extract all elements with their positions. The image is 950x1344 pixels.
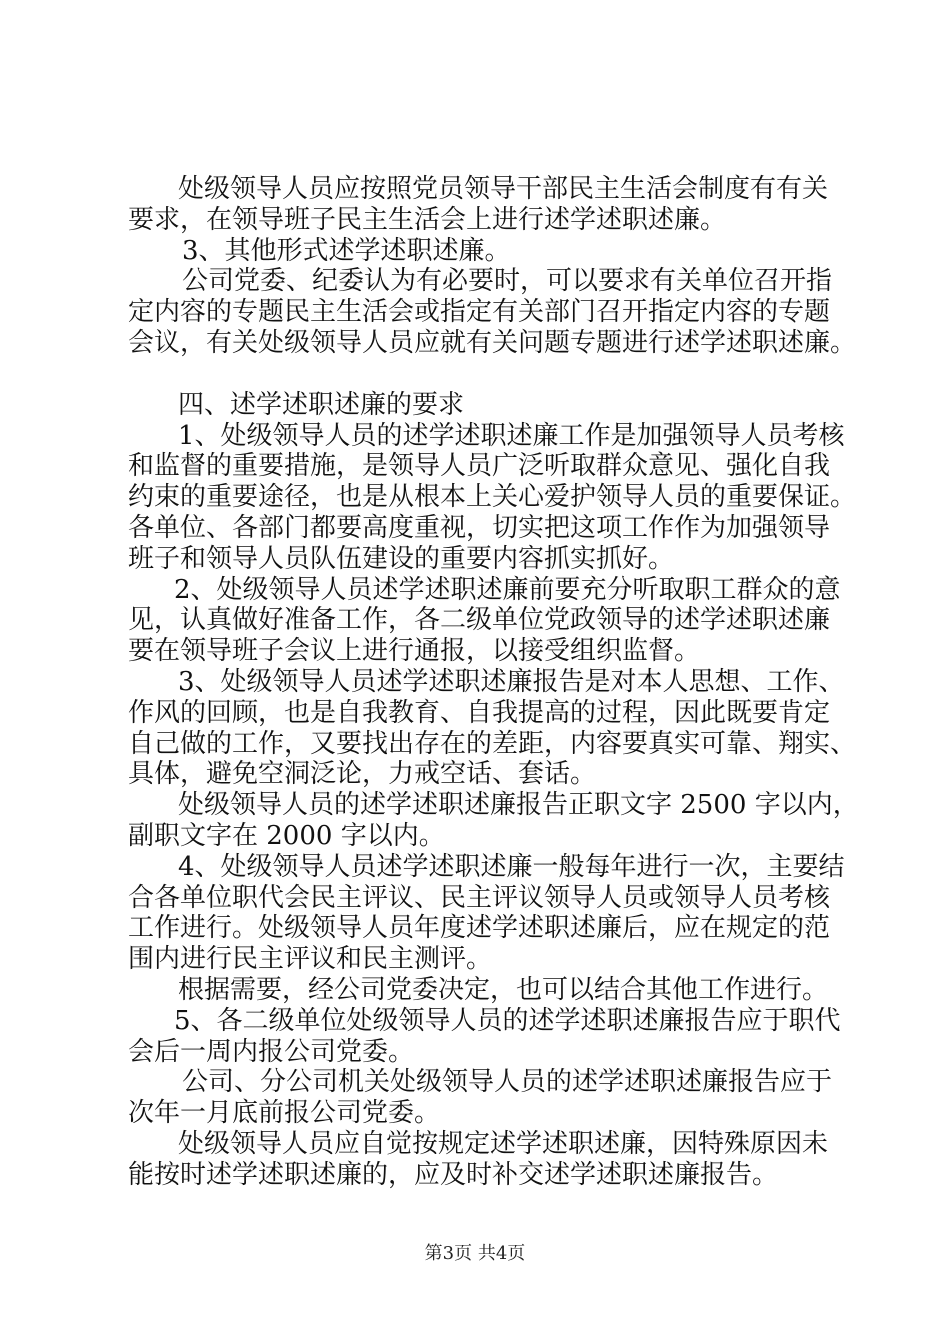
text-line: 各单位、各部门都要高度重视，切实把这项工作作为加强领导 [128, 512, 831, 543]
text-line: 作风的回顾，也是自我教育、自我提高的过程，因此既要肯定 [128, 697, 831, 728]
text-line: 班子和领导人员队伍建设的重要内容抓实抓好。 [128, 543, 675, 574]
text-line: 次年一月底前报公司党委。 [128, 1098, 441, 1129]
text-line: 副职文字在 2000 字以内。 [128, 820, 445, 851]
text-line: 3、其他形式述学述职述廉。 [182, 235, 511, 266]
text-line: 公司党委、纪委认为有必要时，可以要求有关单位召开指 [182, 266, 833, 297]
text-line: 具体，避免空洞泛论，力戒空话、套话。 [128, 759, 597, 790]
document-body [128, 174, 859, 1191]
text-line: 要求，在领导班子民主生活会上进行述学述职述廉。 [128, 204, 727, 235]
text-line: 2、处级领导人员述学述职述廉前要充分听取职工群众的意 [174, 574, 841, 605]
text-line: 约束的重要途径，也是从根本上关心爱护领导人员的重要保证。 [128, 482, 857, 513]
text-line: 3、处级领导人员述学述职述廉报告是对本人思想、工作、 [178, 666, 845, 697]
page-number: 第3页 共4页 [424, 1243, 526, 1264]
text-line: 处级领导人员应自觉按规定述学述职述廉，因特殊原因未 [178, 1128, 829, 1159]
text-line: 自己做的工作，又要找出存在的差距，内容要真实可靠、翔实、 [128, 728, 857, 759]
text-line: 和监督的重要措施，是领导人员广泛听取群众意见、强化自我 [128, 451, 831, 482]
paragraph-gap [128, 359, 840, 390]
text-line: 会议，有关处级领导人员应就有关问题专题进行述学述职述廉。 [128, 327, 857, 358]
text-line: 处级领导人员应按照党员领导干部民主生活会制度有有关 [178, 174, 829, 204]
text-line: 合各单位职代会民主评议、民主评议领导人员或领导人员考核 [128, 882, 831, 913]
text-line: 根据需要，经公司党委决定，也可以结合其他工作进行。 [178, 974, 829, 1005]
text-line: 见，认真做好准备工作，各二级单位党政领导的述学述职述廉 [128, 605, 831, 636]
text-line: 能按时述学述职述廉的，应及时补交述学述职述廉报告。 [128, 1159, 779, 1190]
text-line: 1、处级领导人员的述学述职述廉工作是加强领导人员考核 [178, 420, 845, 451]
text-line: 会后一周内报公司党委。 [128, 1036, 415, 1067]
text-line: 定内容的专题民主生活会或指定有关部门召开指定内容的专题 [128, 297, 831, 328]
text-line: 4、处级领导人员述学述职述廉一般每年进行一次，主要结 [178, 851, 845, 882]
text-line: 公司、分公司机关处级领导人员的述学述职述廉报告应于 [182, 1067, 833, 1098]
section-heading: 四、述学述职述廉的要求 [178, 389, 465, 420]
text-line: 5、各二级单位处级领导人员的述学述职述廉报告应于职代 [174, 1005, 841, 1036]
text-line: 围内进行民主评议和民主测评。 [128, 944, 493, 975]
text-line: 要在领导班子会议上进行通报，以接受组织监督。 [128, 636, 701, 667]
text-line: 工作进行。处级领导人员年度述学述职述廉后，应在规定的范 [128, 913, 831, 944]
text-line: 处级领导人员的述学述职述廉报告正职文字 2500 字以内， [178, 790, 859, 821]
